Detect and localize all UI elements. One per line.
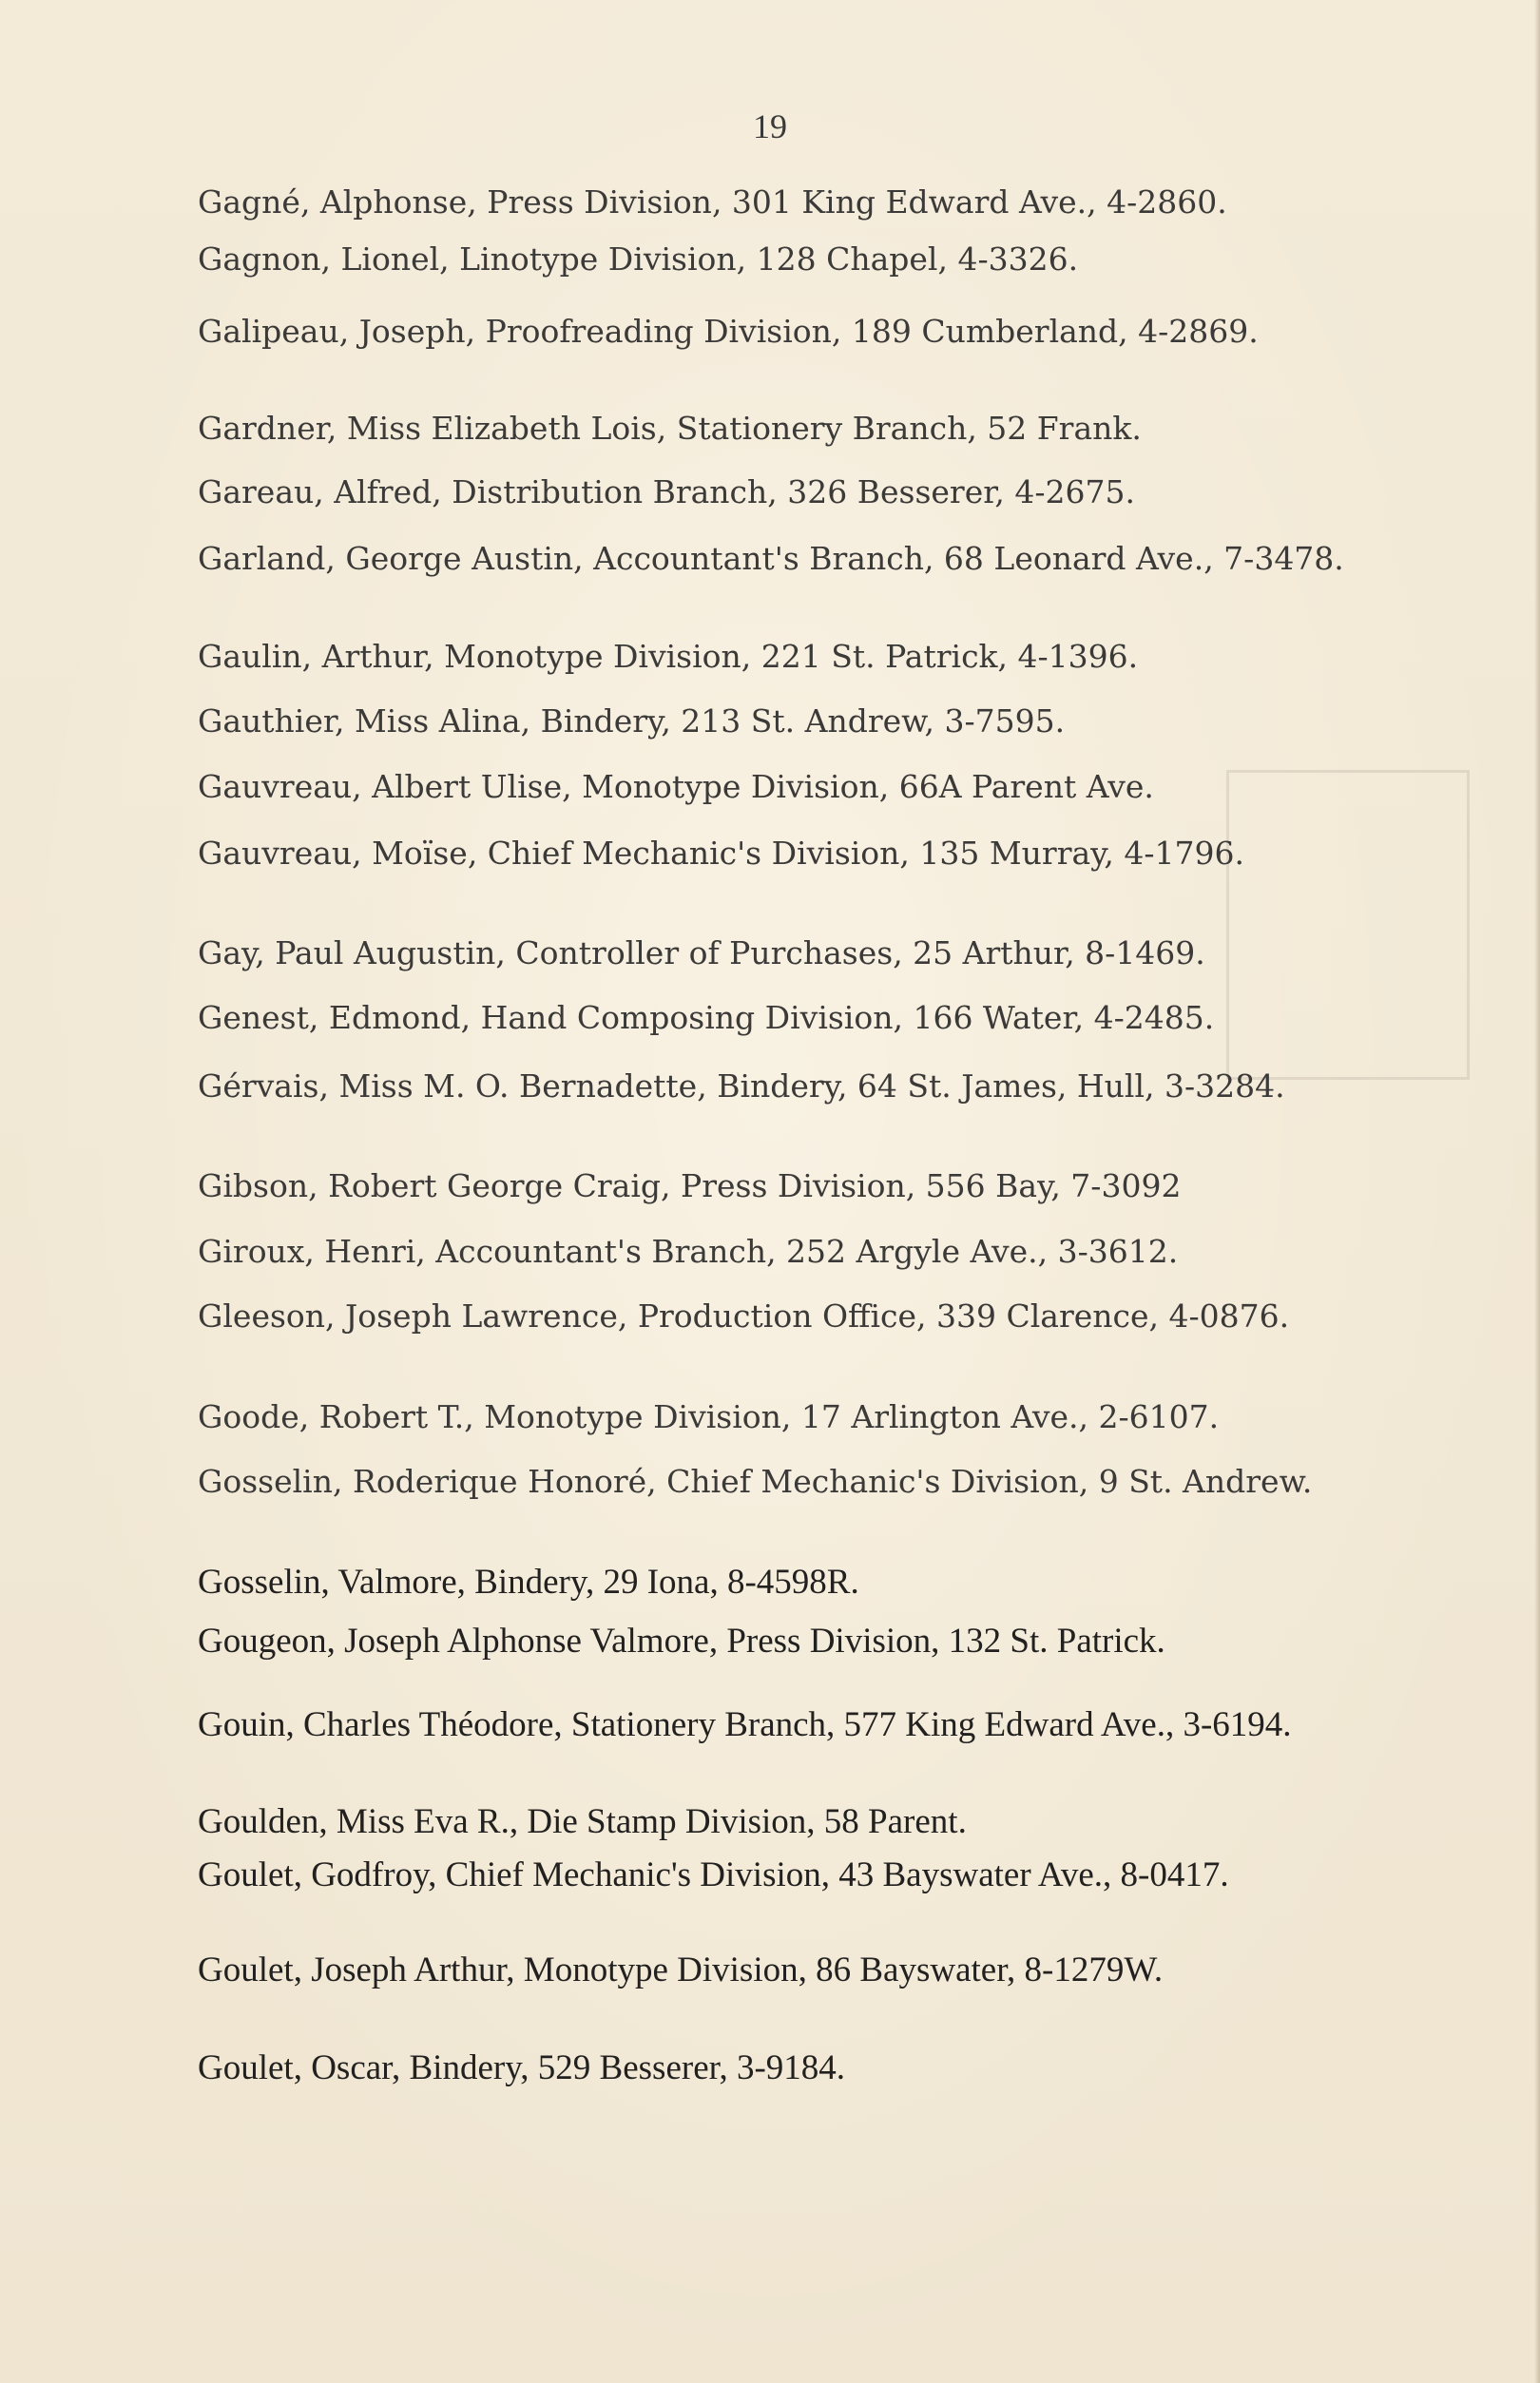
directory-entry: Gardner, Miss Elizabeth Lois, Stationery Branch, 52 Frank.: [198, 410, 1142, 447]
directory-entry: Goulden, Miss Eva R., Die Stamp Division, 58 Parent.: [198, 1802, 967, 1841]
directory-entry: Garland, George Austin, Accountant's Branch, 68 Leonard Ave., 7-3478.: [198, 540, 1344, 577]
directory-entry: Gougeon, Joseph Alphonse Valmore, Press Division, 132 St. Patrick.: [198, 1622, 1165, 1661]
directory-entry: Gay, Paul Augustin, Controller of Purchases, 25 Arthur, 8-1469.: [198, 934, 1205, 971]
directory-entry: Giroux, Henri, Accountant's Branch, 252 Argyle Ave., 3-3612.: [198, 1233, 1179, 1270]
directory-entry: Gibson, Robert George Craig, Press Division, 556 Bay, 7-3092: [198, 1167, 1182, 1204]
page-number: 19: [753, 107, 787, 145]
directory-entry: Gauvreau, Albert Ulise, Monotype Division, 66A Parent Ave.: [198, 768, 1154, 805]
directory-entry: Gérvais, Miss M. O. Bernadette, Bindery, 64 St. James, Hull, 3-3284.: [198, 1067, 1285, 1105]
directory-entry: Gagnon, Lionel, Linotype Division, 128 Chapel, 4-3326.: [198, 240, 1079, 278]
directory-entry: Gouin, Charles Théodore, Stationery Branch, 577 King Edward Ave., 3-6194.: [198, 1705, 1292, 1744]
directory-entry: Gosselin, Roderique Honoré, Chief Mechanic's Division, 9 St. Andrew.: [198, 1463, 1313, 1500]
page-edge-shadow: [1534, 0, 1540, 2383]
directory-entry: Gaulin, Arthur, Monotype Division, 221 St. Patrick, 4-1396.: [198, 638, 1139, 675]
directory-entry: Gauthier, Miss Alina, Bindery, 213 St. Andrew, 3-7595.: [198, 702, 1066, 740]
directory-entry: Gosselin, Valmore, Bindery, 29 Iona, 8-4598R.: [198, 1563, 859, 1602]
directory-entry: Gagné, Alphonse, Press Division, 301 King Edward Ave., 4-2860.: [198, 183, 1227, 221]
directory-entry: Goode, Robert T., Monotype Division, 17 Arlington Ave., 2-6107.: [198, 1398, 1220, 1435]
directory-entry: Gleeson, Joseph Lawrence, Production Office, 339 Clarence, 4-0876.: [198, 1297, 1290, 1335]
directory-entry: Goulet, Godfroy, Chief Mechanic's Division, 43 Bayswater Ave., 8-0417.: [198, 1855, 1229, 1894]
directory-entry: Goulet, Oscar, Bindery, 529 Besserer, 3-9184.: [198, 2048, 846, 2087]
directory-entry: Gauvreau, Moïse, Chief Mechanic's Division, 135 Murray, 4-1796.: [198, 835, 1245, 872]
directory-entry: Gareau, Alfred, Distribution Branch, 326 Besserer, 4-2675.: [198, 473, 1135, 510]
directory-entry: Galipeau, Joseph, Proofreading Division, 189 Cumberland, 4-2869.: [198, 313, 1259, 350]
directory-entry: Genest, Edmond, Hand Composing Division, 166 Water, 4-2485.: [198, 999, 1215, 1036]
directory-entry: Goulet, Joseph Arthur, Monotype Division, 86 Bayswater, 8-1279W.: [198, 1951, 1164, 1989]
